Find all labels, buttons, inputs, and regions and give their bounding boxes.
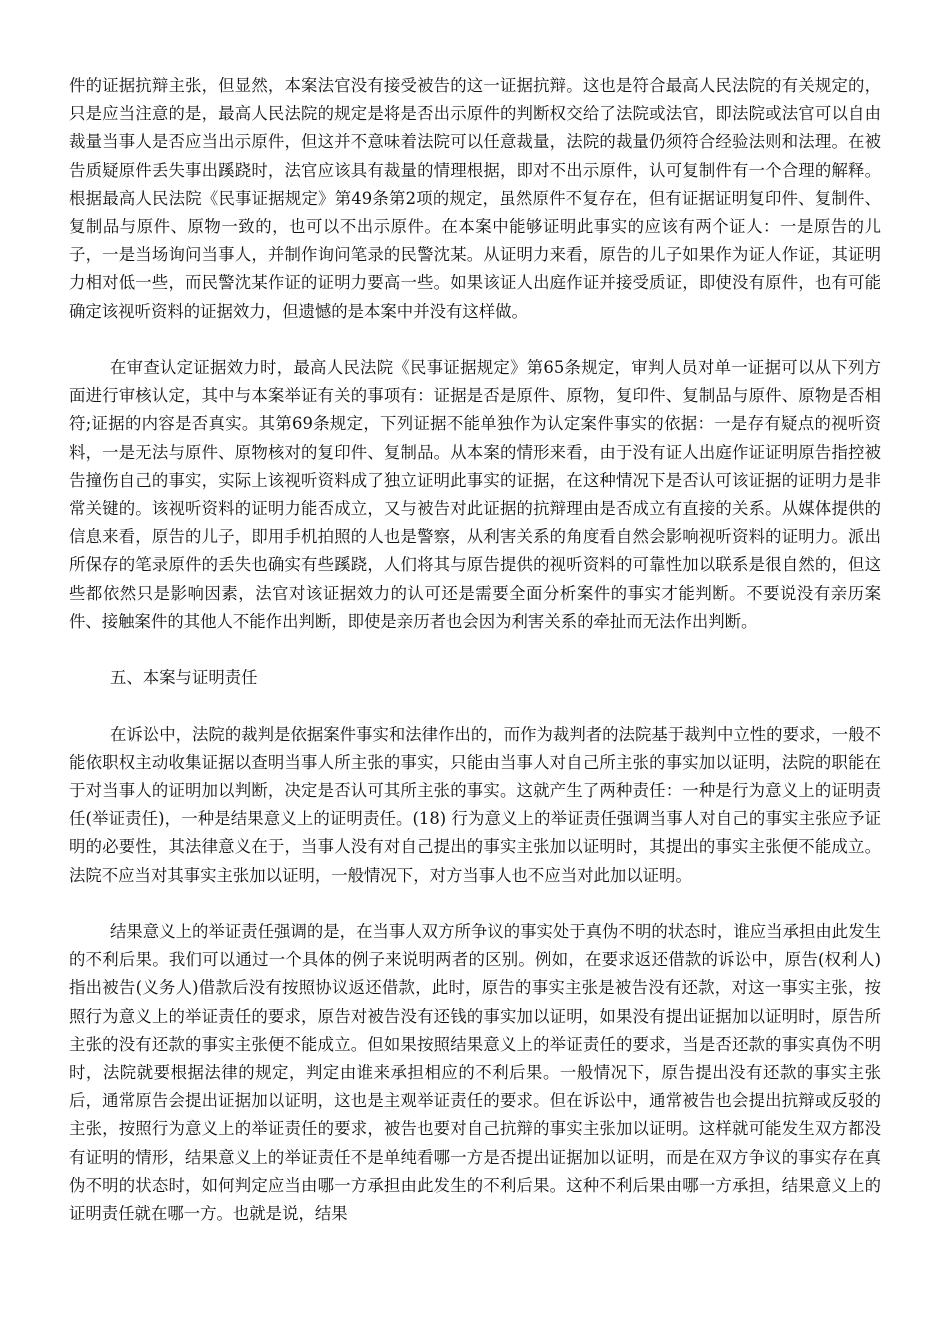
paragraph-burden-of-proof: 在诉讼中，法院的裁判是依据案件事实和法律作出的，而作为裁判者的法院基于裁判中立性的要求，一般不能依职权主动收集证据以查明当事人所主张的事实，只能由当事人对自己所主张的事实加以证明，法院的职能在于对当事人的证明加以判断，决定是否认可其所主张的事实。这就产生了两种责任：一种是行为意义上的证明责任(举证责任)，一种是结果意义上的证明责任。(18) 行为意义上的举证责任强调当事人对自己的事实主张应予证明的必要性，其法律意义在于，当事人没有对自己提出的事实主张加以证明时，其提出的事实主张便不能成立。法院不应当对其事实主张加以证明，一般情况下，对方当事人也不应当对此加以证明。 xyxy=(69,724,881,885)
paragraph-evidence-review: 在审查认定证据效力时，最高人民法院《民事证据规定》第65条规定，审判人员对单一证据可以从下列方面进行审核认定，其中与本案举证有关的事项有：证据是否是原件、原物，复印件、复制品与原件、原物是否相符;证据的内容是否真实。其第69条规定，下列证据不能单独作为认定案件事实的依据：一是存有疑点的视听资料，一是无法与原件、原物核对的复印件、复制品。从本案的情形来看，由于没有证人出庭作证证明原告指控被告撞伤自己的事实，实际上该视听资料成了独立证明此事实的证据，在这种情况下是否认可该证据的证明力是非常关键的。该视听资料的证明力能否成立，又与被告对此证据的抗辩理由是否成立有直接的关系。从媒体提供的信息来看，原告的儿子，即用手机拍照的人也是警察，从利害关系的角度看自然会影响视听资料的证明力。派出所保存的笔录原件的丢失也确实有些蹊跷，人们将其与原告提供的视听资料的可靠性加以联系是很自然的，但这些都依然只是影响因素，法官对该证据效力的认可还是需要全面分析案件的事实才能判断。不要说没有亲历案件、接触案件的其他人不能作出判断，即使是亲历者也会因为利害关系的牵扯而无法作出判断。 xyxy=(69,358,881,631)
paragraph-result-burden: 结果意义上的举证责任强调的是，在当事人双方所争议的事实处于真伪不明的状态时，谁应当承担由此发生的不利后果。我们可以通过一个具体的例子来说明两者的区别。例如，在要求返还借款的诉讼中，原告(权利人)指出被告(义务人)借款后没有按照协议返还借款，此时，原告的事实主张是被告没有还款，对这一事实主张，按照行为意义上的举证责任的要求，原告对被告没有还钱的事实加以证明，如果没有提出证据加以证明时，原告所主张的没有还款的事实主张便不能成立。但如果按照结果意义上的举证责任的要求，当是否还款的事实真伪不明时，法院就要根据法律的规定，判定由谁来承担相应的不利后果。一般情况下，原告提出没有还款的事实主张后，通常原告会提出证据加以证明，这也是主观举证责任的要求。但在诉讼中，通常被告也会提出抗辩或反驳的主张，按照行为意义上的举证责任的要求，被告也要对自己抗辩的事实主张加以证明。这样就可能发生双方都没有证明的情形，结果意义上的举证责任不是单纯看哪一方是否提出证据加以证明，而是在双方争议的事实存在真伪不明的状态时，如何判定应当由哪一方承担由此发生的不利后果。这种不利后果由哪一方承担，结果意义上的证明责任就在哪一方。也就是说，结果 xyxy=(69,922,881,1224)
paragraph-evidence-defense: 件的证据抗辩主张，但显然，本案法官没有接受被告的这一证据抗辩。这也是符合最高人民法院的有关规定的，只是应当注意的是，最高人民法院的规定是将是否出示原件的判断权交给了法院或法官，即法院或法官可以自由裁量当事人是否应当出示原件，但这并不意味着法院可以任意裁量，法院的裁量仍须符合经验法则和法理。在被告质疑原件丢失事出蹊跷时，法官应该具有裁量的情理根据，即对不出示原件，认可复制件有一个合理的解释。根据最高人民法院《民事证据规定》第49条第2项的规定，虽然原件不复存在，但有证据证明复印件、复制件、复制品与原件、原物一致的，也可以不出示原件。在本案中能够证明此事实的应该有两个证人：一是原告的儿子，一是当场询问当事人，并制作询问笔录的民警沈某。从证明力来看，原告的儿子如果作为证人作证，其证明力相对低一些，而民警沈某作证的证明力要高一些。如果该证人出庭作证并接受质证，即使没有原件，也有可能确定该视听资料的证据效力，但遗憾的是本案中并没有这样做。 xyxy=(69,76,881,321)
document-page xyxy=(69,72,881,1256)
section-heading: 五、本案与证明责任 xyxy=(110,668,258,688)
